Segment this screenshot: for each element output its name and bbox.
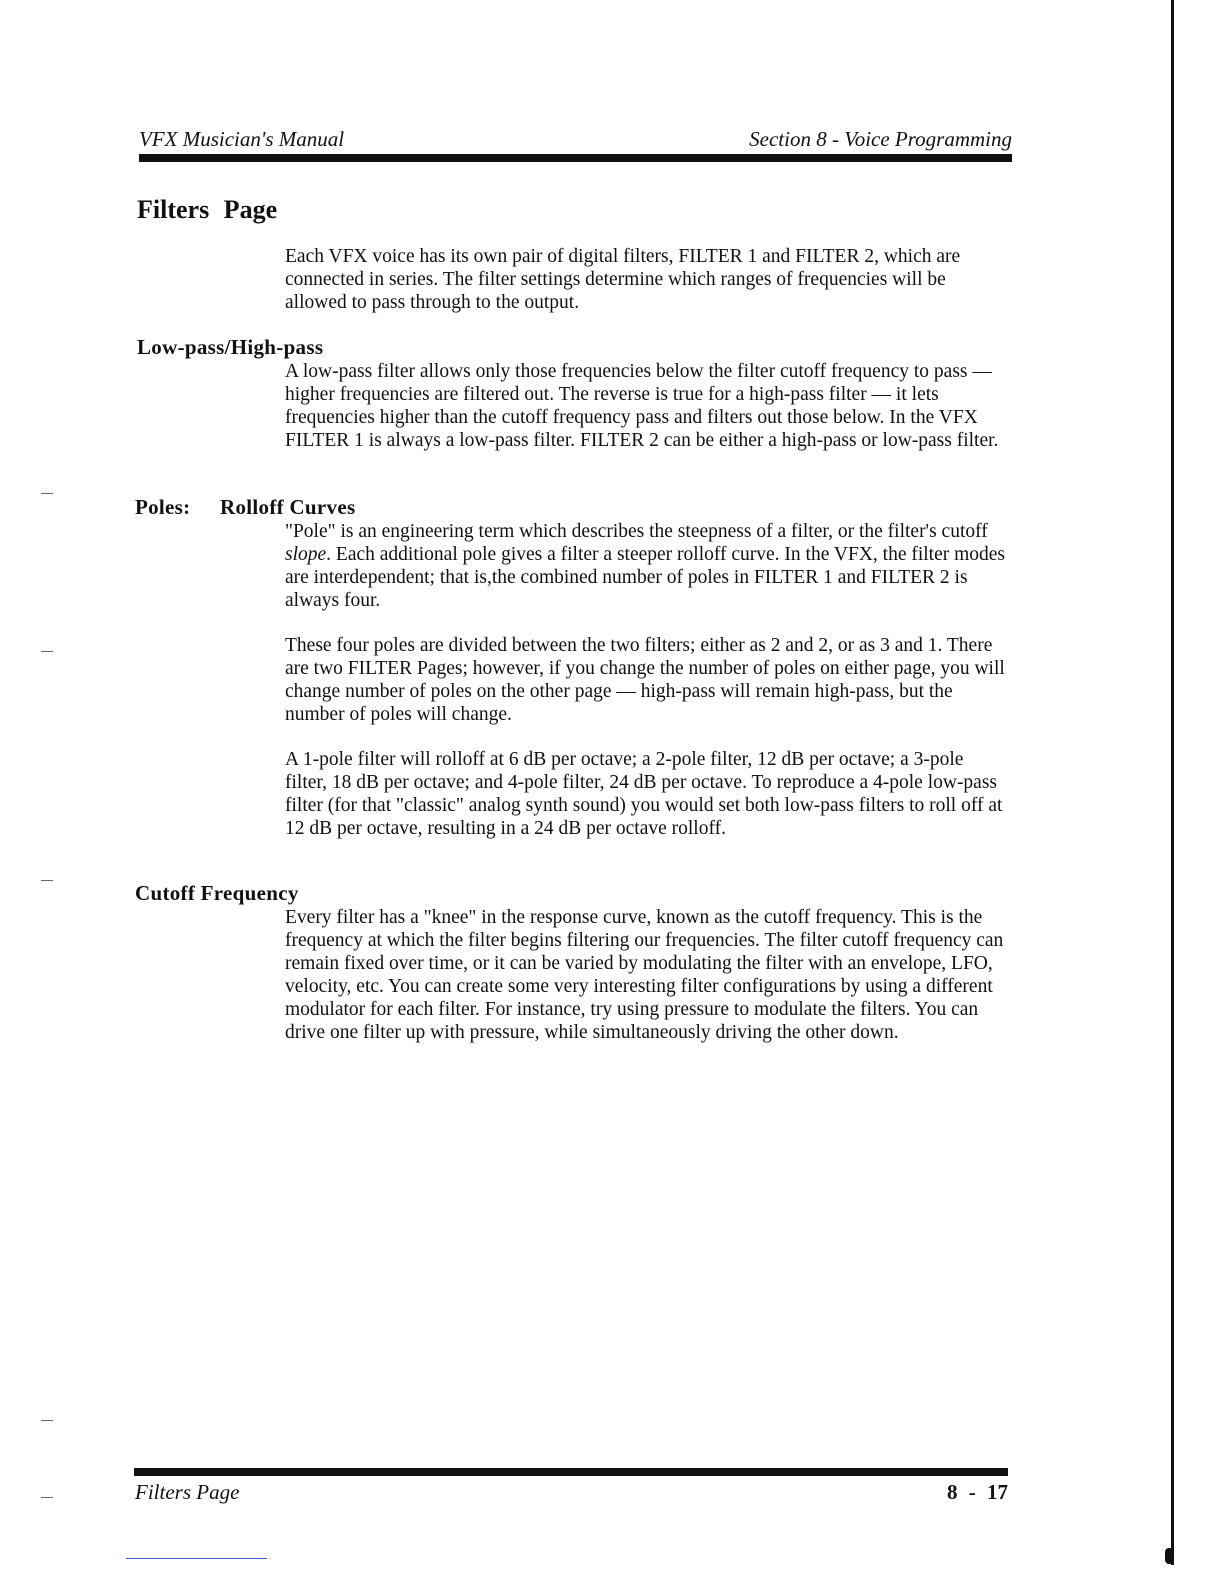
footer-rule	[134, 1468, 1008, 1476]
page-title: Filters Page	[137, 195, 278, 224]
heading-low-high-pass: Low-pass/High-pass	[137, 335, 324, 359]
cutoff-text: Every filter has a "knee" in the response curve, known as the cutoff frequency. This is the frequency at which the filter begins filtering our frequencies. The filter cutoff frequency can remain fixed over time, or it can be varied by modulating the filter with an envelope, LFO, velocity, etc. You can create some very interesting filter configurations by using a different modulator for each filter. For instance, try using pressure to modulate the filters. You can drive one filter up with pressure, while simultaneously driving the other down.	[285, 907, 1004, 1043]
footer-page-name: Filters Page	[135, 1480, 240, 1504]
poles-text-1	[285, 520, 1010, 612]
margin-mark	[41, 1497, 53, 1498]
margin-mark	[41, 493, 53, 494]
heading-poles-rolloff	[135, 495, 355, 520]
poles-text-1-emphasis: slope	[285, 544, 327, 565]
margin-mark	[41, 880, 53, 881]
header-section-title: Section 8 - Voice Programming	[749, 127, 1012, 151]
heading-rolloff-label: Rolloff Curves	[220, 495, 356, 519]
cutoff-paragraph	[285, 906, 1010, 1044]
page-edge-mark	[1165, 1548, 1174, 1564]
header-rule	[139, 154, 1012, 162]
margin-mark	[41, 651, 53, 652]
poles-text-2: These four poles are divided between the two filters; either as 2 and 2, or as 3 and 1. There are two FILTER Pages; however, if you change the number of poles on either page, you will change number of poles on the other page — high-pass will remain high-pass, but the number of poles will change.	[285, 635, 1005, 725]
poles-paragraph-3	[285, 748, 1010, 840]
lowpass-paragraph	[285, 360, 1010, 452]
intro-paragraph	[285, 245, 1010, 314]
scan-artifact-line	[126, 1558, 267, 1559]
poles-paragraph-1	[285, 520, 1010, 612]
poles-paragraph-2	[285, 634, 1010, 726]
margin-mark	[41, 1420, 53, 1421]
footer-page-number: 8 - 17	[947, 1480, 1008, 1504]
poles-text-1-pre: "Pole" is an engineering term which describes the steepness of a filter, or the filter's cutoff	[285, 521, 988, 542]
heading-poles-label: Poles:	[135, 495, 191, 519]
intro-text: Each VFX voice has its own pair of digital filters, FILTER 1 and FILTER 2, which are connected in series. The filter settings determine which ranges of frequencies will be allowed to pass through to the output.	[285, 246, 961, 313]
poles-text-3: A 1-pole filter will rolloff at 6 dB per octave; a 2-pole filter, 12 dB per octave; a 3-pole filter, 18 dB per octave; and 4-pole filter, 24 dB per octave. To reproduce a 4-pole low-pass filter (for that "classic" analog synth sound) you would set both low-pass filters to roll off at 12 dB per octave, resulting in a 24 dB per octave rolloff.	[285, 749, 1003, 839]
lowpass-text: A low-pass filter allows only those frequencies below the filter cutoff frequency to pass — higher frequencies are filtered out. The reverse is true for a high-pass filter — it lets frequencies higher than the cutoff frequency pass and filters out those below. In the VFX FILTER 1 is always a low-pass filter. FILTER 2 can be either a high-pass or low-pass filter.	[285, 361, 999, 451]
heading-cutoff-frequency: Cutoff Frequency	[135, 881, 299, 905]
page-edge-bar	[1171, 0, 1174, 1565]
poles-text-1-post: . Each additional pole gives a filter a steeper rolloff curve. In the VFX, the filter modes are interdependent; that is,the combined number of poles in FILTER 1 and FILTER 2 is always four.	[285, 544, 1006, 611]
header-manual-title: VFX Musician's Manual	[139, 127, 345, 151]
